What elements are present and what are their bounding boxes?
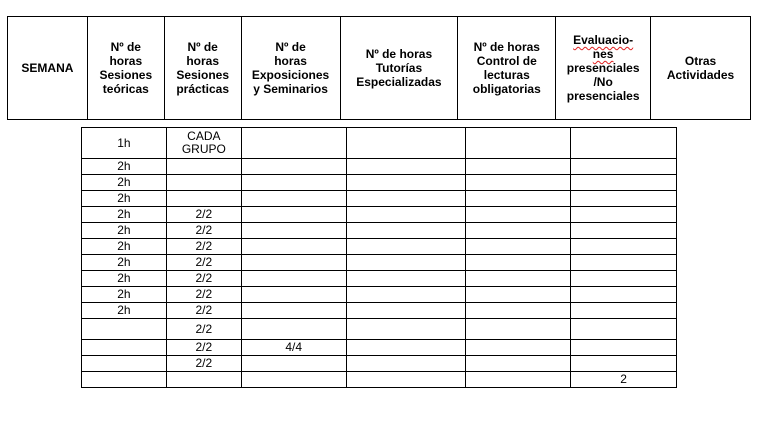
header-row [8, 17, 751, 120]
cell-tutorias [346, 191, 466, 207]
cell-control [466, 255, 571, 271]
cell-teoricas: 2h [82, 223, 167, 239]
cell-practicas: 2/2 [166, 319, 241, 340]
cell-exposiciones [241, 128, 346, 159]
cell-tutorias [346, 372, 466, 388]
cell-teoricas: 2h [82, 239, 167, 255]
cell-control [466, 223, 571, 239]
cell-tutorias [346, 239, 466, 255]
cell-exposiciones [241, 207, 346, 223]
cell-tutorias [346, 356, 466, 372]
table-row [82, 287, 677, 303]
cell-teoricas: 2h [82, 271, 167, 287]
cell-teoricas: 2h [82, 287, 167, 303]
cell-tutorias [346, 303, 466, 319]
cell-practicas: 2/2 [166, 303, 241, 319]
table-row [82, 128, 677, 159]
header-practicas: Nº de horas Sesiones prácticas [164, 17, 241, 120]
cell-tutorias [346, 207, 466, 223]
cell-teoricas: 2h [82, 191, 167, 207]
cell-control [466, 271, 571, 287]
cell-exposiciones [241, 287, 346, 303]
cell-evaluaciones [571, 239, 677, 255]
cell-practicas: 2/2 [166, 271, 241, 287]
cell-exposiciones [241, 356, 346, 372]
cell-tutorias [346, 128, 466, 159]
cell-practicas [166, 159, 241, 175]
cell-teoricas: 2h [82, 159, 167, 175]
cell-practicas [166, 175, 241, 191]
cell-evaluaciones [571, 340, 677, 356]
table-row [82, 340, 677, 356]
cell-exposiciones [241, 303, 346, 319]
header-semana: SEMANA [8, 17, 88, 120]
cell-evaluaciones [571, 319, 677, 340]
table-row [82, 319, 677, 340]
cell-evaluaciones [571, 287, 677, 303]
cell-exposiciones [241, 271, 346, 287]
hours-table [81, 127, 677, 388]
cell-practicas: 2/2 [166, 223, 241, 239]
cell-control [466, 175, 571, 191]
cell-practicas [166, 191, 241, 207]
cell-evaluaciones [571, 207, 677, 223]
cell-teoricas [82, 356, 167, 372]
table-row [82, 303, 677, 319]
table-row [82, 239, 677, 255]
cell-control [466, 356, 571, 372]
header-control: Nº de horas Control de lecturas obligatorias [458, 17, 556, 120]
cell-control [466, 340, 571, 356]
cell-exposiciones [241, 255, 346, 271]
cell-evaluaciones [571, 159, 677, 175]
table-row [82, 255, 677, 271]
cell-teoricas: 2h [82, 207, 167, 223]
cell-tutorias [346, 159, 466, 175]
header-tutorias: Nº de horas Tutorías Especializadas [340, 17, 458, 120]
cell-practicas [166, 372, 241, 388]
header-otras: Otras Actividades [651, 17, 751, 120]
cell-exposiciones: 4/4 [241, 340, 346, 356]
cell-control [466, 372, 571, 388]
cell-control [466, 159, 571, 175]
table-row [82, 223, 677, 239]
cell-exposiciones [241, 372, 346, 388]
cell-control [466, 303, 571, 319]
table-row [82, 356, 677, 372]
header-exposiciones: Nº de horas Exposiciones y Seminarios [241, 17, 340, 120]
header-evaluaciones: Evaluacio- nes presenciales /No presenciales [556, 17, 651, 120]
cell-tutorias [346, 271, 466, 287]
cell-teoricas: 2h [82, 255, 167, 271]
cell-control [466, 191, 571, 207]
cell-control [466, 128, 571, 159]
cell-teoricas [82, 372, 167, 388]
table-row [82, 372, 677, 388]
cell-evaluaciones [571, 255, 677, 271]
table-row [82, 159, 677, 175]
cell-practicas: 2/2 [166, 255, 241, 271]
cell-evaluaciones [571, 271, 677, 287]
cell-control [466, 239, 571, 255]
cell-tutorias [346, 287, 466, 303]
cell-evaluaciones [571, 128, 677, 159]
table-row [82, 271, 677, 287]
cell-tutorias [346, 340, 466, 356]
cell-practicas: 2/2 [166, 207, 241, 223]
cell-control [466, 319, 571, 340]
cell-teoricas [82, 319, 167, 340]
cell-evaluaciones [571, 191, 677, 207]
cell-teoricas [82, 340, 167, 356]
cell-tutorias [346, 223, 466, 239]
cell-teoricas: 2h [82, 175, 167, 191]
cell-evaluaciones [571, 356, 677, 372]
cell-exposiciones [241, 175, 346, 191]
cell-evaluaciones [571, 303, 677, 319]
table-row [82, 191, 677, 207]
cell-tutorias [346, 319, 466, 340]
cell-teoricas: 1h [82, 128, 167, 159]
cell-practicas: 2/2 [166, 287, 241, 303]
table-row [82, 175, 677, 191]
cell-practicas: 2/2 [166, 239, 241, 255]
cell-exposiciones [241, 319, 346, 340]
cell-exposiciones [241, 191, 346, 207]
table-row [82, 207, 677, 223]
header-teoricas: Nº de horas Sesiones teóricas [87, 17, 164, 120]
cell-evaluaciones [571, 223, 677, 239]
cell-practicas: CADA GRUPO [166, 128, 241, 159]
cell-practicas: 2/2 [166, 356, 241, 372]
cell-evaluaciones: 2 [571, 372, 677, 388]
cell-teoricas: 2h [82, 303, 167, 319]
cell-practicas: 2/2 [166, 340, 241, 356]
cell-tutorias [346, 255, 466, 271]
header-table [7, 16, 751, 120]
cell-exposiciones [241, 239, 346, 255]
cell-evaluaciones [571, 175, 677, 191]
cell-control [466, 207, 571, 223]
cell-tutorias [346, 175, 466, 191]
cell-exposiciones [241, 159, 346, 175]
cell-control [466, 287, 571, 303]
cell-exposiciones [241, 223, 346, 239]
